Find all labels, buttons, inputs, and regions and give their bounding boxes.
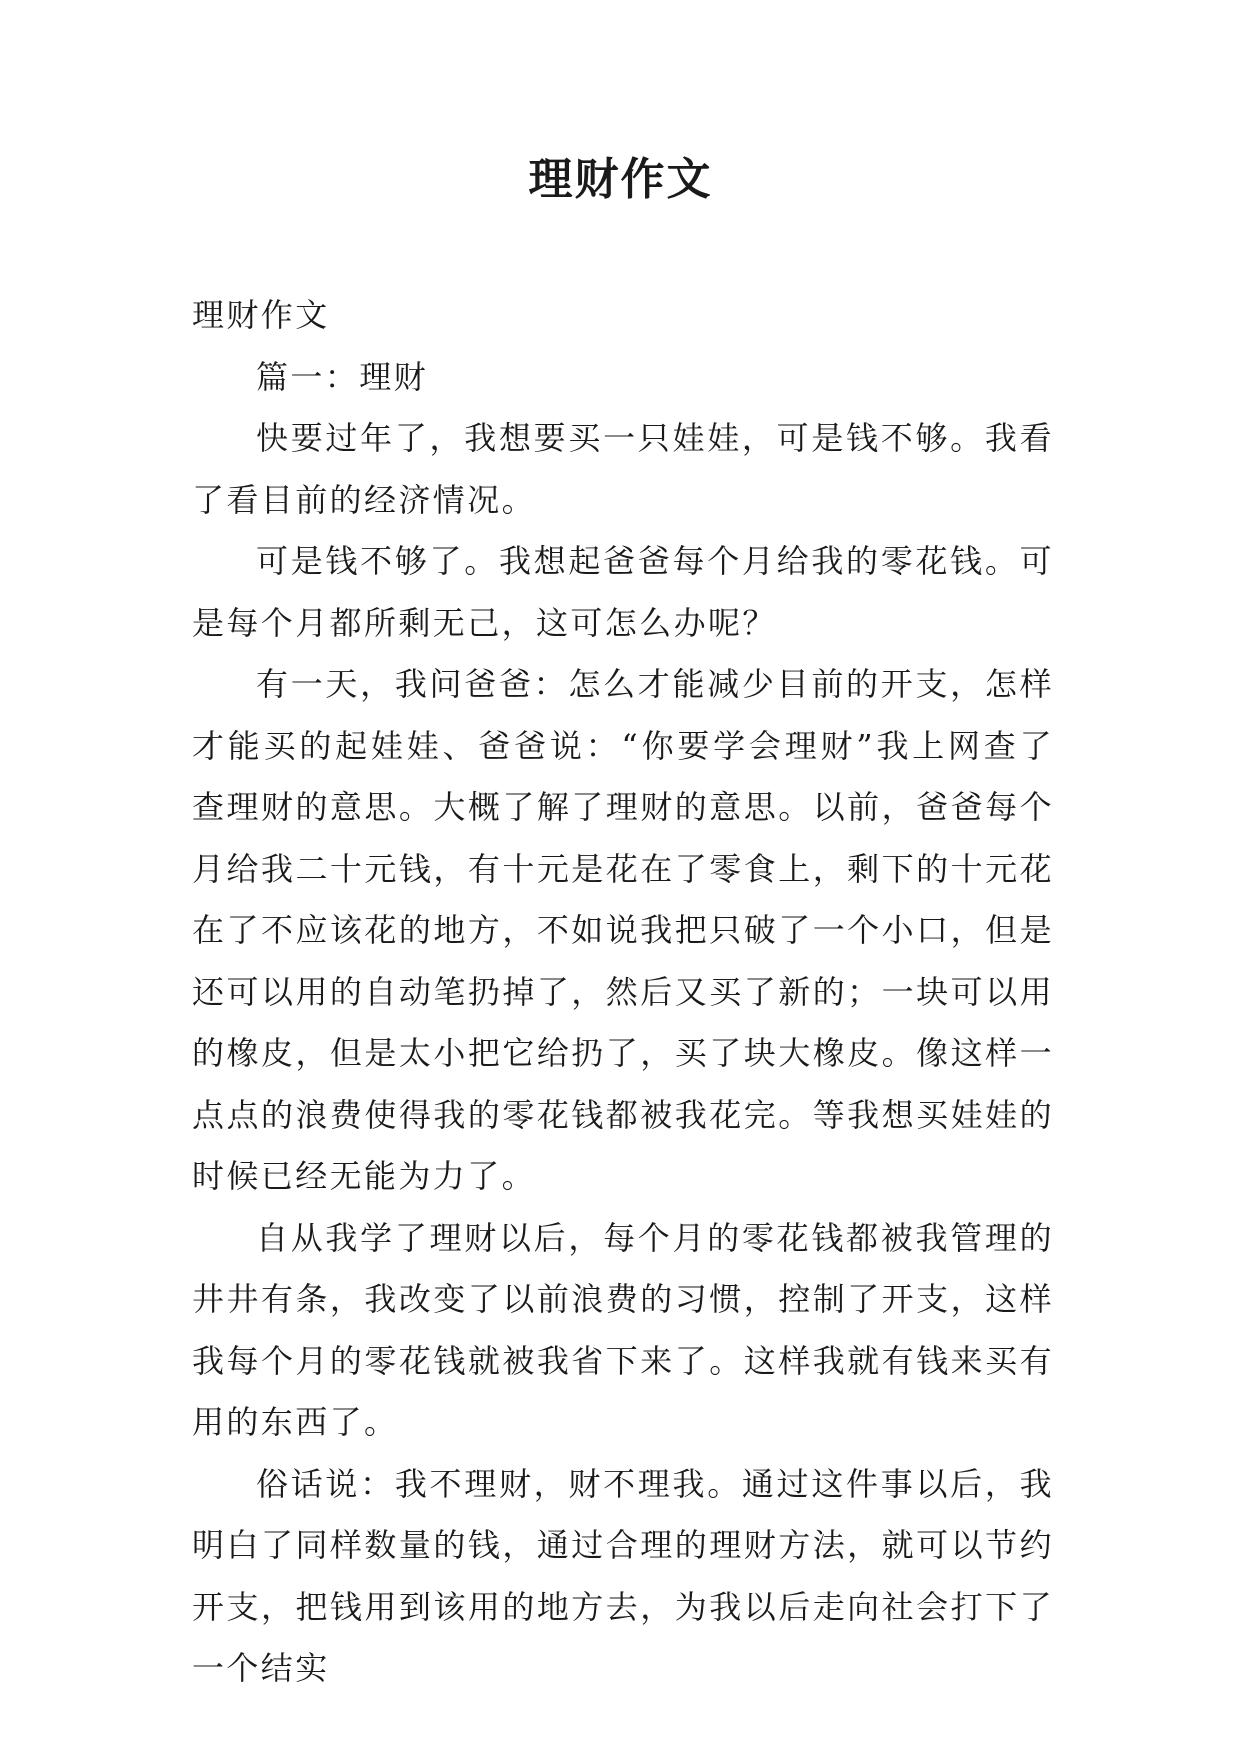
paragraph: 快要过年了，我想要买一只娃娃，可是钱不够。我看了看目前的经济情况。 [192,419,1054,519]
document-title: 理财作文 [528,154,713,205]
document-subtitle: 理财作文 [192,296,330,334]
section-heading: 篇一：理财 [256,357,429,396]
document-body [192,285,1054,1700]
paragraph: 可是钱不够了。我想起爸爸每个月给我的零花钱。可是每个月都所剩无己，这可怎么办呢？ [192,542,1054,642]
paragraph: 自从我学了理财以后，每个月的零花钱都被我管理的井井有条，我改变了以前浪费的习惯，控制了开支，这样我每个月的零花钱就被我省下来了。这样我就有钱来买有用的东西了。 [192,1218,1054,1441]
paragraph: 俗话说：我不理财，财不理我。通过这件事以后，我明白了同样数量的钱，通过合理的理财方法，就可以节约开支，把钱用到该用的地方去，为我以后走向社会打下了一个结实 [192,1464,1054,1687]
paragraph: 有一天，我问爸爸：怎么才能减少目前的开支，怎样才能买的起娃娃、爸爸说：“你要学会理财”我上网查了查理财的意思。大概了解了理财的意思。以前，爸爸每个月给我二十元钱，有十元是花在了零食上，剩下的十元花在了不应该花的地方，不如说我把只破了一个小口，但是还可以用的自动笔扔掉了，然后又买了新的；一块可以用的橡皮，但是太小把它给扔了，买了块大橡皮。像这样一点点的浪费使得我的零花钱都被我花完。等我想买娃娃的时候已经无能为力了。 [192,665,1054,1195]
